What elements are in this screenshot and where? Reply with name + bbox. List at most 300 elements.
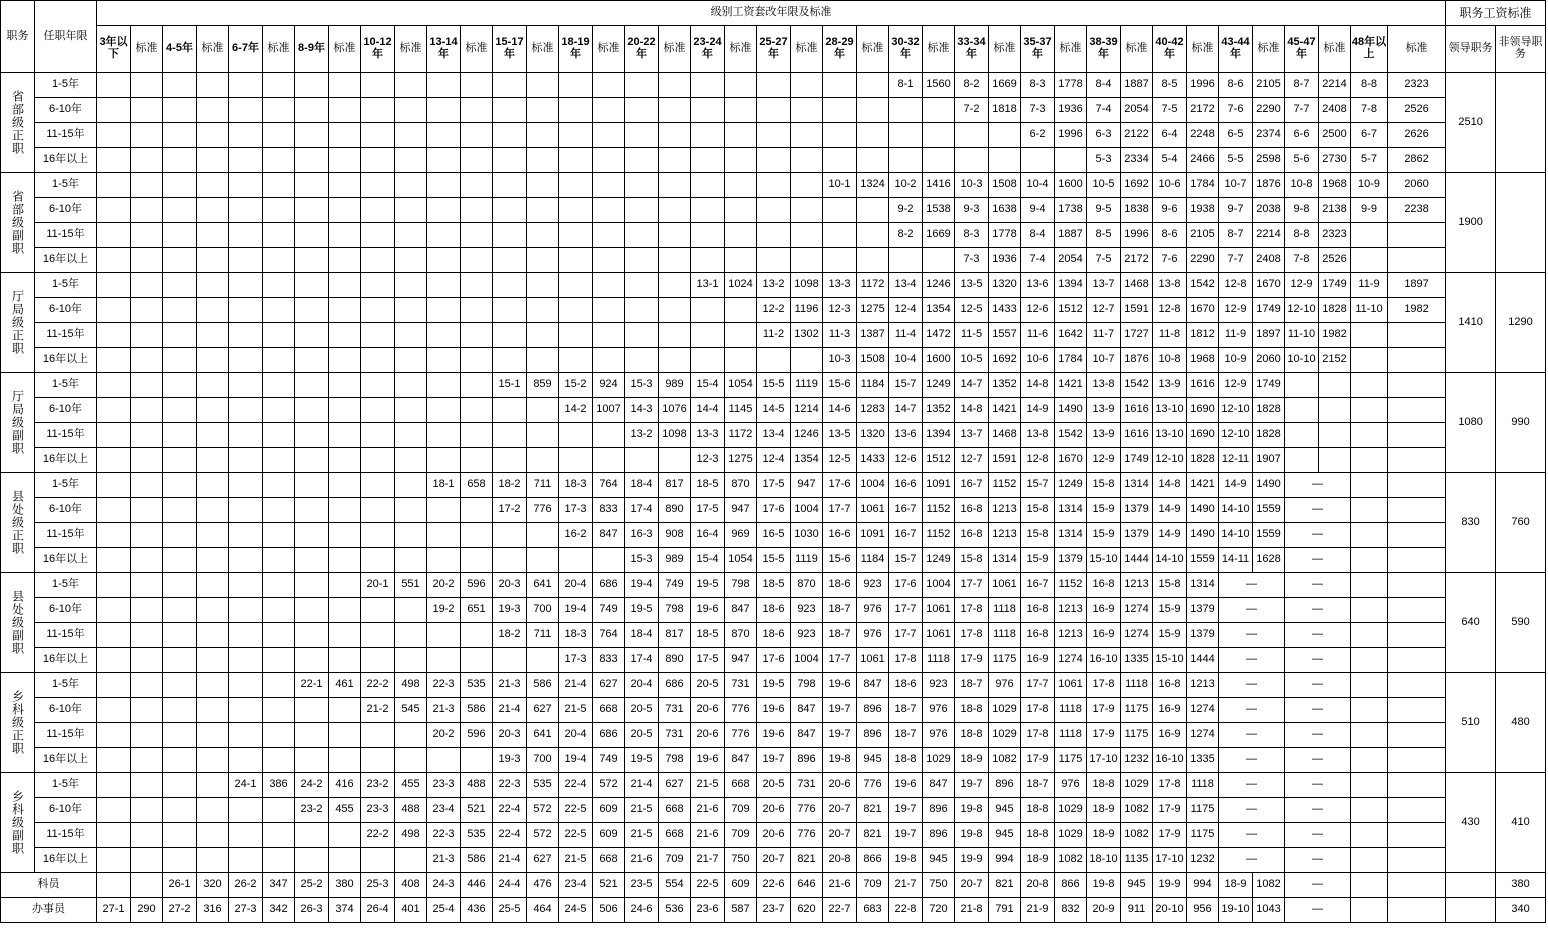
amount-cell: 1352 bbox=[923, 398, 955, 423]
dash-cell: — bbox=[1285, 848, 1351, 873]
grade-cell: 15-2 bbox=[559, 373, 593, 398]
empty-cell bbox=[97, 648, 131, 673]
amount-cell: 847 bbox=[725, 598, 757, 623]
amount-cell: 1152 bbox=[923, 498, 955, 523]
amount-cell: 498 bbox=[395, 673, 427, 698]
empty-cell bbox=[329, 598, 361, 623]
grade-cell: 12-4 bbox=[889, 298, 923, 323]
amount-cell: 1638 bbox=[989, 198, 1021, 223]
grade-cell: 7-4 bbox=[1021, 248, 1055, 273]
grade-cell: 18-1 bbox=[427, 473, 461, 498]
grade-cell: 12-10 bbox=[1219, 423, 1253, 448]
grade-cell: 10-5 bbox=[955, 348, 989, 373]
grade-cell: 8-1 bbox=[889, 73, 923, 98]
empty-cell bbox=[197, 298, 229, 323]
amount-cell: 2290 bbox=[1253, 98, 1285, 123]
empty-cell bbox=[691, 348, 725, 373]
amount-cell: 1468 bbox=[989, 423, 1021, 448]
empty-cell bbox=[131, 73, 163, 98]
empty-cell bbox=[131, 273, 163, 298]
amount-cell: 1119 bbox=[791, 548, 823, 573]
amount-cell: 1591 bbox=[1121, 298, 1153, 323]
amount-cell: 866 bbox=[857, 848, 889, 873]
empty-cell bbox=[131, 698, 163, 723]
standard-col-header: 标准 bbox=[461, 26, 493, 73]
amount-cell: 668 bbox=[593, 698, 625, 723]
empty-cell bbox=[361, 98, 395, 123]
empty-cell bbox=[263, 498, 295, 523]
year-band-header bbox=[1219, 26, 1253, 73]
empty-cell bbox=[559, 73, 593, 98]
empty-cell bbox=[197, 198, 229, 223]
grade-cell: 13-6 bbox=[889, 423, 923, 448]
amount-cell: 817 bbox=[659, 623, 691, 648]
empty-cell bbox=[263, 223, 295, 248]
dash-cell: — bbox=[1219, 698, 1285, 723]
grade-cell: 24-2 bbox=[295, 773, 329, 798]
grade-cell: 16-2 bbox=[559, 523, 593, 548]
empty-cell bbox=[395, 548, 427, 573]
empty-cell bbox=[791, 123, 823, 148]
empty-cell bbox=[791, 198, 823, 223]
grade-cell: 17-4 bbox=[625, 648, 659, 673]
empty-cell bbox=[527, 398, 559, 423]
amount-cell: 833 bbox=[593, 648, 625, 673]
empty-cell bbox=[131, 598, 163, 623]
standard-col-header: 标准 bbox=[395, 26, 427, 73]
grade-cell: 19-5 bbox=[691, 573, 725, 598]
empty-cell bbox=[427, 648, 461, 673]
empty-cell bbox=[229, 98, 263, 123]
amount-cell: 646 bbox=[791, 873, 823, 898]
empty-cell bbox=[131, 673, 163, 698]
amount-cell: 1379 bbox=[1121, 498, 1153, 523]
amount-cell: 535 bbox=[527, 773, 559, 798]
empty-cell bbox=[295, 448, 329, 473]
empty-cell bbox=[295, 323, 329, 348]
empty-cell bbox=[197, 423, 229, 448]
amount-cell: 1468 bbox=[1121, 273, 1153, 298]
amount-cell: 1091 bbox=[857, 523, 889, 548]
empty-cell bbox=[263, 648, 295, 673]
amount-cell: 1213 bbox=[1055, 623, 1087, 648]
empty-cell bbox=[1319, 423, 1351, 448]
year-band-label: 38-39年 bbox=[1089, 36, 1118, 60]
grade-cell: 16-7 bbox=[889, 523, 923, 548]
empty-cell bbox=[197, 773, 229, 798]
grade-cell: 7-7 bbox=[1219, 248, 1253, 273]
amount-cell: 890 bbox=[659, 498, 691, 523]
empty-cell bbox=[229, 623, 263, 648]
grade-cell: 17-6 bbox=[823, 473, 857, 498]
amount-cell: 1490 bbox=[1253, 473, 1285, 498]
amount-cell: 1283 bbox=[857, 398, 889, 423]
grade-cell: 12-7 bbox=[1087, 298, 1121, 323]
empty-cell bbox=[131, 623, 163, 648]
empty-cell bbox=[823, 198, 857, 223]
empty-cell bbox=[527, 223, 559, 248]
dash-cell: — bbox=[1219, 573, 1285, 598]
year-band-label: 40-42年 bbox=[1155, 36, 1184, 60]
amount-cell: 1559 bbox=[1187, 548, 1219, 573]
amount-cell: 1670 bbox=[1253, 273, 1285, 298]
amount-cell: 1098 bbox=[791, 273, 823, 298]
empty-cell bbox=[559, 423, 593, 448]
empty-cell bbox=[493, 198, 527, 223]
grade-cell: 16-8 bbox=[1087, 573, 1121, 598]
empty-cell bbox=[131, 198, 163, 223]
empty-cell bbox=[593, 348, 625, 373]
year-band-header bbox=[889, 26, 923, 73]
grade-cell: 23-5 bbox=[625, 873, 659, 898]
amount-cell: 798 bbox=[791, 673, 823, 698]
empty-cell bbox=[131, 823, 163, 848]
amount-cell: 1538 bbox=[923, 198, 955, 223]
empty-cell bbox=[197, 698, 229, 723]
empty-cell bbox=[163, 473, 197, 498]
amount-cell: 545 bbox=[395, 698, 427, 723]
grade-cell: 19-6 bbox=[691, 748, 725, 773]
grade-cell: 18-5 bbox=[757, 573, 791, 598]
grade-cell: 10-10 bbox=[1285, 348, 1319, 373]
grade-cell: 20-3 bbox=[493, 723, 527, 748]
standard-col-header: 标准 bbox=[263, 26, 295, 73]
amount-cell: 896 bbox=[857, 698, 889, 723]
empty-cell bbox=[229, 173, 263, 198]
empty-cell bbox=[229, 698, 263, 723]
amount-cell: 401 bbox=[395, 898, 427, 923]
standard-col-header: 标准 bbox=[725, 26, 757, 73]
amount-cell: 1232 bbox=[1187, 848, 1219, 873]
empty-cell bbox=[361, 273, 395, 298]
empty-cell bbox=[691, 248, 725, 273]
tenure-row-label: 1-5年 bbox=[35, 173, 97, 198]
amount-cell: 870 bbox=[725, 473, 757, 498]
grade-cell: 22-5 bbox=[559, 823, 593, 848]
grade-cell: 13-5 bbox=[823, 423, 857, 448]
empty-cell bbox=[97, 348, 131, 373]
empty-cell bbox=[163, 273, 197, 298]
empty-cell bbox=[493, 648, 527, 673]
duty-group-text: 省部级正职 bbox=[10, 90, 25, 155]
tenure-row-label: 1-5年 bbox=[35, 573, 97, 598]
grade-cell: 18-7 bbox=[1021, 773, 1055, 798]
grade-cell: 6-7 bbox=[1351, 123, 1388, 148]
empty-cell bbox=[197, 373, 229, 398]
empty-cell bbox=[329, 98, 361, 123]
empty-cell bbox=[461, 123, 493, 148]
empty-cell bbox=[329, 748, 361, 773]
amount-cell: 1828 bbox=[1253, 398, 1285, 423]
empty-cell bbox=[493, 98, 527, 123]
grade-cell: 20-8 bbox=[1021, 873, 1055, 898]
page-title: 级别工资套改年限及标准 bbox=[97, 1, 1446, 26]
empty-cell bbox=[329, 848, 361, 873]
empty-cell bbox=[263, 323, 295, 348]
amount-cell: 1043 bbox=[1253, 898, 1285, 923]
empty-cell bbox=[295, 123, 329, 148]
grade-cell: 20-5 bbox=[625, 698, 659, 723]
grade-cell: 22-8 bbox=[889, 898, 923, 923]
duty-group-label: 办事员 bbox=[1, 898, 97, 923]
empty-cell bbox=[395, 473, 427, 498]
amount-cell: 969 bbox=[725, 523, 757, 548]
amount-cell: 1628 bbox=[1253, 548, 1285, 573]
empty-cell bbox=[229, 598, 263, 623]
grade-cell: 14-4 bbox=[691, 398, 725, 423]
empty-cell bbox=[361, 248, 395, 273]
empty-cell bbox=[131, 373, 163, 398]
empty-cell bbox=[395, 123, 427, 148]
grade-cell: 20-7 bbox=[955, 873, 989, 898]
amount-cell: 798 bbox=[659, 598, 691, 623]
amount-cell: 2626 bbox=[1388, 123, 1446, 148]
nonleader-salary-standard: 340 bbox=[1496, 898, 1546, 923]
amount-cell: 700 bbox=[527, 748, 559, 773]
tenure-row-label: 16年以上 bbox=[35, 148, 97, 173]
empty-cell bbox=[823, 98, 857, 123]
grade-cell: 19-5 bbox=[625, 598, 659, 623]
empty-cell bbox=[197, 498, 229, 523]
amount-cell: 923 bbox=[791, 598, 823, 623]
empty-cell bbox=[263, 98, 295, 123]
grade-cell: 9-8 bbox=[1285, 198, 1319, 223]
grade-cell: 17-8 bbox=[1021, 723, 1055, 748]
empty-cell bbox=[329, 723, 361, 748]
amount-cell: 866 bbox=[1055, 873, 1087, 898]
duty-group-label bbox=[1, 673, 35, 773]
year-band-label: 28-29年 bbox=[825, 36, 854, 60]
amount-cell: 1275 bbox=[725, 448, 757, 473]
empty-cell bbox=[329, 73, 361, 98]
amount-cell: 945 bbox=[923, 848, 955, 873]
empty-cell bbox=[97, 223, 131, 248]
empty-cell bbox=[593, 273, 625, 298]
grade-cell: 17-10 bbox=[1153, 848, 1187, 873]
grade-cell: 11-3 bbox=[823, 323, 857, 348]
amount-cell: 1433 bbox=[989, 298, 1021, 323]
nonleader-salary-standard bbox=[1496, 173, 1546, 273]
amount-cell: 1175 bbox=[1055, 748, 1087, 773]
year-band-header bbox=[1153, 26, 1187, 73]
grade-cell: 19-7 bbox=[823, 698, 857, 723]
grade-cell: 18-2 bbox=[493, 623, 527, 648]
grade-cell: 17-7 bbox=[1021, 673, 1055, 698]
empty-cell bbox=[329, 223, 361, 248]
grade-cell: 20-4 bbox=[559, 573, 593, 598]
grade-cell: 25-2 bbox=[295, 873, 329, 898]
empty-cell bbox=[329, 698, 361, 723]
amount-cell: 711 bbox=[527, 623, 559, 648]
empty-cell bbox=[263, 273, 295, 298]
nonleader-salary-standard bbox=[1496, 73, 1546, 173]
dash-cell: — bbox=[1285, 673, 1351, 698]
amount-cell: 731 bbox=[659, 698, 691, 723]
empty-cell bbox=[1351, 573, 1388, 598]
amount-cell: 1433 bbox=[857, 448, 889, 473]
grade-cell: 15-5 bbox=[757, 548, 791, 573]
amount-cell: 1119 bbox=[791, 373, 823, 398]
grade-cell: 19-6 bbox=[757, 723, 791, 748]
empty-cell bbox=[263, 198, 295, 223]
empty-cell bbox=[131, 748, 163, 773]
empty-cell bbox=[295, 223, 329, 248]
standard-col-header: 标准 bbox=[1319, 26, 1351, 73]
grade-cell: 21-6 bbox=[691, 798, 725, 823]
grade-cell: 18-10 bbox=[1087, 848, 1121, 873]
amount-cell: 994 bbox=[989, 848, 1021, 873]
amount-cell: 798 bbox=[659, 748, 691, 773]
amount-cell: 587 bbox=[725, 898, 757, 923]
amount-cell: 1669 bbox=[989, 73, 1021, 98]
empty-cell bbox=[229, 273, 263, 298]
amount-cell: 1490 bbox=[1187, 498, 1219, 523]
empty-cell bbox=[163, 623, 197, 648]
grade-cell: 23-2 bbox=[361, 773, 395, 798]
empty-cell bbox=[263, 348, 295, 373]
amount-cell: 1213 bbox=[1121, 573, 1153, 598]
tenure-row-label: 6-10年 bbox=[35, 598, 97, 623]
empty-cell bbox=[1388, 248, 1446, 273]
empty-cell bbox=[97, 748, 131, 773]
empty-cell bbox=[527, 348, 559, 373]
grade-cell: 17-3 bbox=[559, 648, 593, 673]
empty-cell bbox=[493, 323, 527, 348]
grade-cell: 20-2 bbox=[427, 573, 461, 598]
empty-cell bbox=[361, 298, 395, 323]
empty-cell bbox=[461, 248, 493, 273]
grade-cell: 19-4 bbox=[625, 573, 659, 598]
empty-cell bbox=[263, 298, 295, 323]
grade-cell: 22-2 bbox=[361, 673, 395, 698]
empty-cell bbox=[229, 223, 263, 248]
empty-cell bbox=[427, 173, 461, 198]
grade-cell: 14-7 bbox=[955, 373, 989, 398]
nonleader-salary-standard: 990 bbox=[1496, 373, 1546, 473]
amount-cell: 1314 bbox=[989, 548, 1021, 573]
empty-cell bbox=[1388, 373, 1446, 398]
grade-cell: 11-2 bbox=[757, 323, 791, 348]
grade-cell: 17-8 bbox=[1021, 698, 1055, 723]
grade-cell: 18-8 bbox=[1021, 823, 1055, 848]
grade-cell: 12-10 bbox=[1219, 398, 1253, 423]
grade-cell: 11-10 bbox=[1351, 298, 1388, 323]
amount-cell: 2105 bbox=[1187, 223, 1219, 248]
empty-cell bbox=[229, 323, 263, 348]
amount-cell: 1082 bbox=[1121, 823, 1153, 848]
grade-cell: 18-3 bbox=[559, 623, 593, 648]
amount-cell: 1828 bbox=[1319, 298, 1351, 323]
grade-cell: 18-8 bbox=[955, 723, 989, 748]
amount-cell: 821 bbox=[857, 823, 889, 848]
grade-cell: 24-3 bbox=[427, 873, 461, 898]
amount-cell: 2172 bbox=[1121, 248, 1153, 273]
empty-cell bbox=[295, 748, 329, 773]
empty-cell bbox=[97, 498, 131, 523]
duty-group-label bbox=[1, 273, 35, 373]
amount-cell: 488 bbox=[395, 798, 427, 823]
empty-cell bbox=[527, 523, 559, 548]
empty-cell bbox=[461, 373, 493, 398]
amount-cell: 2214 bbox=[1253, 223, 1285, 248]
empty-cell bbox=[659, 323, 691, 348]
empty-cell bbox=[97, 573, 131, 598]
empty-cell bbox=[559, 298, 593, 323]
empty-cell bbox=[329, 498, 361, 523]
empty-cell bbox=[97, 848, 131, 873]
grade-cell: 14-9 bbox=[1153, 523, 1187, 548]
grade-cell: 17-4 bbox=[625, 498, 659, 523]
amount-cell: 709 bbox=[857, 873, 889, 898]
empty-cell bbox=[625, 298, 659, 323]
amount-cell: 1828 bbox=[1187, 448, 1219, 473]
dash-cell: — bbox=[1285, 723, 1351, 748]
amount-cell: 347 bbox=[263, 873, 295, 898]
grade-cell: 14-10 bbox=[1153, 548, 1187, 573]
empty-cell bbox=[295, 498, 329, 523]
amount-cell: 1249 bbox=[923, 548, 955, 573]
amount-cell: 1897 bbox=[1388, 273, 1446, 298]
empty-cell bbox=[395, 173, 427, 198]
empty-cell bbox=[263, 423, 295, 448]
empty-cell bbox=[197, 748, 229, 773]
empty-cell bbox=[263, 598, 295, 623]
amount-cell: 1749 bbox=[1121, 448, 1153, 473]
grade-cell: 10-5 bbox=[1087, 173, 1121, 198]
empty-cell bbox=[427, 198, 461, 223]
empty-cell bbox=[263, 848, 295, 873]
empty-cell bbox=[163, 848, 197, 873]
empty-cell bbox=[1319, 373, 1351, 398]
empty-cell bbox=[659, 273, 691, 298]
standard-col-header: 标准 bbox=[923, 26, 955, 73]
empty-cell bbox=[989, 123, 1021, 148]
empty-cell bbox=[229, 473, 263, 498]
empty-cell bbox=[757, 173, 791, 198]
empty-cell bbox=[163, 598, 197, 623]
empty-cell bbox=[229, 123, 263, 148]
empty-cell bbox=[559, 148, 593, 173]
empty-cell bbox=[791, 173, 823, 198]
grade-cell: 17-9 bbox=[1153, 823, 1187, 848]
empty-cell bbox=[725, 173, 757, 198]
grade-cell: 14-7 bbox=[889, 398, 923, 423]
duty-group-text: 厅局级副职 bbox=[10, 390, 25, 455]
empty-cell bbox=[757, 123, 791, 148]
amount-cell: 1118 bbox=[989, 623, 1021, 648]
grade-cell: 11-9 bbox=[1219, 323, 1253, 348]
duty-group-text: 县处级正职 bbox=[10, 490, 25, 555]
amount-cell: 1818 bbox=[989, 98, 1021, 123]
amount-cell: 1512 bbox=[1055, 298, 1087, 323]
duty-group-text: 厅局级正职 bbox=[10, 290, 25, 355]
empty-cell bbox=[427, 298, 461, 323]
empty-cell bbox=[263, 173, 295, 198]
grade-cell: 10-4 bbox=[889, 348, 923, 373]
empty-cell bbox=[493, 223, 527, 248]
grade-cell: 22-1 bbox=[295, 673, 329, 698]
amount-cell: 1274 bbox=[1121, 623, 1153, 648]
empty-cell bbox=[1285, 398, 1319, 423]
empty-cell bbox=[131, 248, 163, 273]
empty-cell bbox=[791, 73, 823, 98]
empty-cell bbox=[757, 248, 791, 273]
empty-cell bbox=[229, 798, 263, 823]
empty-cell bbox=[131, 348, 163, 373]
empty-cell bbox=[1388, 448, 1446, 473]
empty-cell bbox=[1285, 423, 1319, 448]
empty-cell bbox=[427, 348, 461, 373]
